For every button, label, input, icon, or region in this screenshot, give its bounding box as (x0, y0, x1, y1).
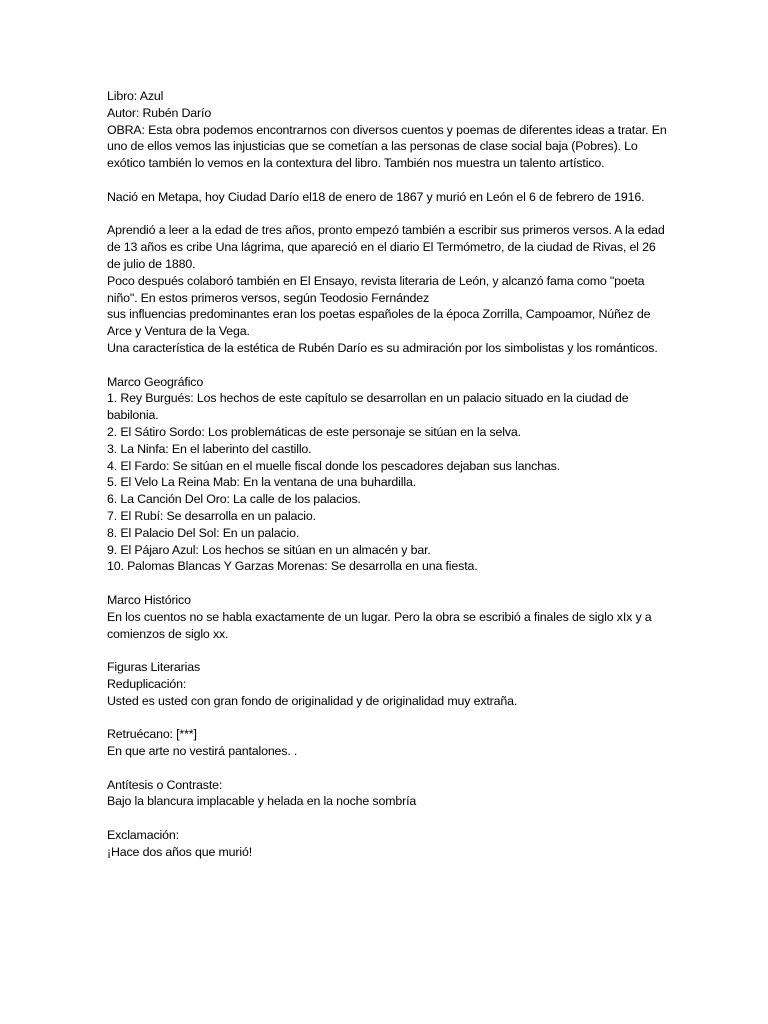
geo-list-item: 4. El Fardo: Se sitúan en el muelle fiscal donde los pescadores dejaban sus lanchas. (107, 458, 561, 473)
birth-death-paragraph: Nació en Metapa, hoy Ciudad Darío el18 de enero de 1867 y murió en León el 6 de febrero de 1916. (107, 189, 645, 204)
exclamation-text: ¡Hace dos años que murió! (107, 844, 253, 859)
hist-heading: Marco Histórico (107, 592, 191, 607)
exclamation-label: Exclamación: (107, 828, 179, 843)
geo-list-item: 8. El Palacio Del Sol: En un palacio. (107, 525, 300, 540)
geo-list-item: 5. El Velo La Reina Mab: En la ventana de una buhardilla. (107, 475, 417, 490)
antithesis-label: Antítesis o Contraste: (107, 777, 223, 792)
geo-list-item: 10. Palomas Blancas Y Garzas Morenas: Se desarrolla en una fiesta. (107, 559, 478, 574)
antithesis-text: Bajo la blancura implacable y helada en la noche sombría (107, 794, 417, 809)
book-author: Autor: Rubén Darío (107, 105, 212, 120)
geo-list-item: 3. La Ninfa: En el laberinto del castillo. (107, 441, 312, 456)
bio-paragraph-1: Aprendió a leer a la edad de tres años, pronto empezó también a escribir sus primeros versos. A la edad de 13 años es cribe Una lágrima, que apareció en el diario El Termómetro, de la ciudad de Rivas, el 26 de julio de 1880. (107, 223, 665, 271)
geo-list-item: 9. El Pájaro Azul: Los hechos se sitúan en un almacén y bar. (107, 542, 431, 557)
geo-list-item: 6. La Canción Del Oro: La calle de los palacios. (107, 492, 361, 507)
geo-list-item: 7. El Rubí: Se desarrolla en un palacio. (107, 508, 316, 523)
bio-paragraph-3: sus influencias predominantes eran los poetas españoles de la época Zorrilla, Campoamor, Núñez de Arce y Ventura de la Vega. (107, 307, 651, 339)
figures-heading: Figuras Literarias (107, 660, 201, 675)
geo-list-item: 1. Rey Burgués: Los hechos de este capítulo se desarrollan en un palacio situado en la ciudad de babilonia. (107, 391, 629, 423)
retruecano-label: Retruécano: [***] (107, 727, 197, 742)
work-description: OBRA: Esta obra podemos encontrarnos con diversos cuentos y poemas de diferentes ideas a tratar. En uno de ellos vemos las injusticias que se cometían a las personas de clase social baja (Pobres). Lo exótico también lo vemos en la contextura del libro. También nos muestra un talento artístico. (107, 122, 667, 171)
geo-heading: Marco Geográfico (107, 374, 204, 389)
reduplication-text: Usted es usted con gran fondo de originalidad y de originalidad muy extraña. (107, 693, 518, 708)
bio-paragraph-2: Poco después colaboró también en El Ensayo, revista literaria de León, y alcanzó fama como "poeta niño". En estos primeros versos, según Teodosio Fernández (107, 273, 645, 305)
hist-text: En los cuentos no se habla exactamente de un lugar. Pero la obra se escribió a finales de siglo xIx y a comienzos de siglo xx. (107, 609, 652, 641)
bio-paragraph-4: Una característica de la estética de Rubén Darío es su admiración por los simbolistas y los románticos. (107, 340, 658, 355)
document-page (107, 88, 667, 861)
retruecano-text: En que arte no vestirá pantalones. . (107, 744, 298, 759)
book-title: Libro: Azul (107, 89, 164, 103)
reduplication-label: Reduplicación: (107, 676, 187, 691)
geo-list-item: 2. El Sátiro Sordo: Los problemáticas de este personaje se sitúan en la selva. (107, 424, 521, 439)
